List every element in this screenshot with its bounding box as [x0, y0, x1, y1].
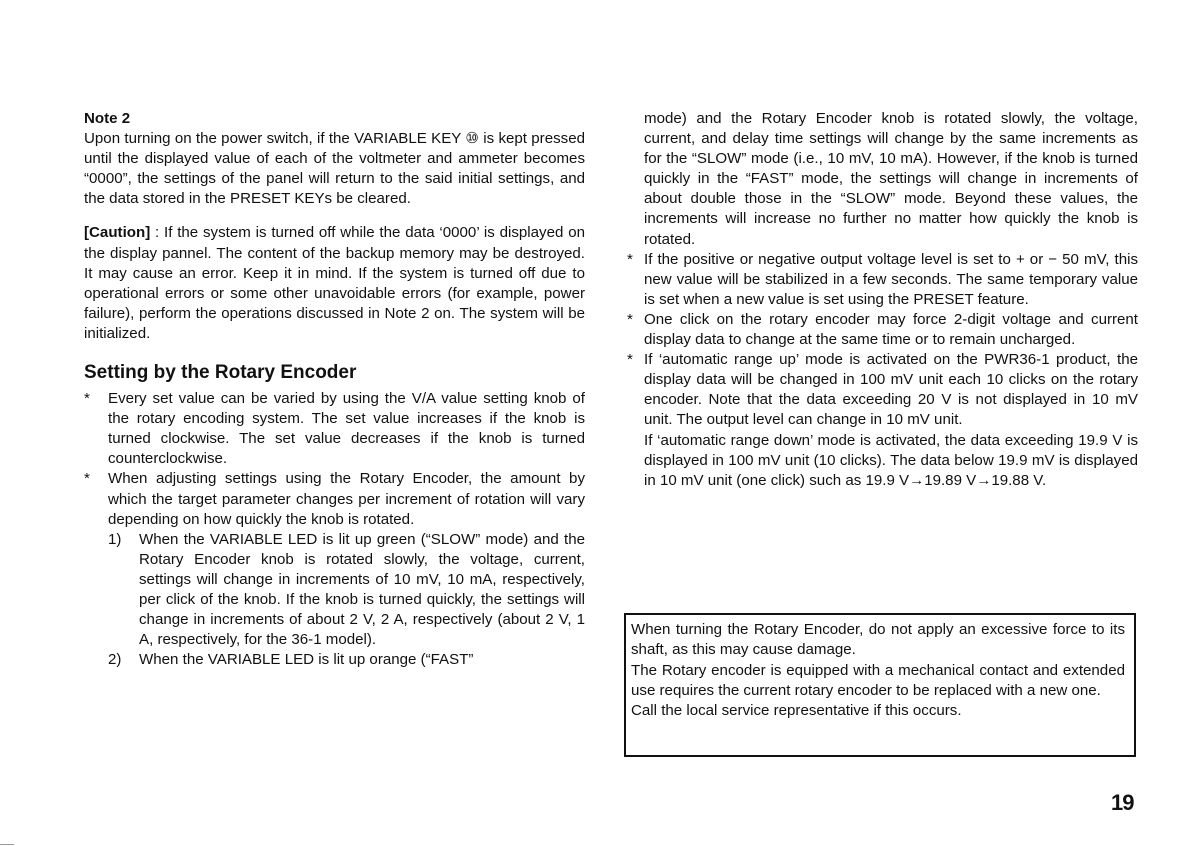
bullet-text: One click on the rotary encoder may force 2-digit voltage and current display data to change at the same time or to remain uncharged. — [644, 310, 1138, 349]
warning-line: Call the local service representative if this occurs. — [631, 702, 962, 720]
bullet-symbol: * — [84, 390, 90, 408]
bullet-symbol: * — [84, 470, 90, 488]
continuation-text: mode) and the Rotary Encoder knob is rotated slowly, the voltage, current, and delay time settings will change by the same increments as for the “SLOW” mode (i.e., 10 mV, 10 mA). However, if the knob is turned quickly in the “FAST” mode, the settings will change in increments of about double those in the “SLOW” mode. Beyond these values, the increments will increase no further no matter how quickly the knob is rotated. — [644, 110, 1138, 248]
bullet-symbol: * — [627, 250, 633, 268]
caution-paragraph — [84, 223, 585, 344]
bullet-item — [84, 389, 585, 469]
item-text: When the VARIABLE LED is lit up orange (“FAST” — [139, 651, 474, 669]
item-text: When the VARIABLE LED is lit up green (“SLOW” mode) and the Rotary Encoder knob is rotated slowly, the voltage, current, settings will change in increments of 10 mV, 10 mA, respectively, per click of the knob. If the knob is turned quickly, the settings will change in increments of about 2 V, 2 A, respectively (about 2 V, 1 A, respectively, for the 36-1 model). — [139, 530, 585, 649]
bullet-symbol: * — [627, 351, 633, 369]
bullet-symbol: * — [627, 310, 633, 328]
section-heading: Setting by the Rotary Encoder — [84, 362, 357, 384]
bullet-text: Every set value can be varied by using the V/A value setting knob of the rotary encoding system. The set value increases if the knob is turned clockwise. The set value decreases if the knob is turned counterclockwise. — [108, 390, 585, 468]
caution-label: [Caution] — [84, 224, 151, 242]
left-column — [84, 109, 585, 670]
warning-line: The Rotary encoder is equipped with a mechanical contact and extended use requires the current rotary encoder to be replaced with a new one. — [631, 661, 1125, 699]
bullet-item — [627, 350, 1138, 430]
numbered-item — [108, 530, 585, 651]
bullet-item — [627, 310, 1138, 350]
note-title: Note 2 — [84, 110, 131, 127]
bullet-text: If the positive or negative output voltage level is set to + or − 50 mV, this new value will be stabilized in a few seconds. The same temporary value is set when a new value is set using the PRESET feature. — [644, 250, 1138, 308]
caution-body: : If the system is turned off while the data ‘0000’ is displayed on the display pannel. The content of the backup memory may be destroyed. It may cause an error. Keep it in mind. If the system is turned off due to operational errors or some other unavoidable errors (for example, power failure), perform the operations discussed in Note 2 on. The system will be initialized. — [84, 224, 585, 342]
bullet-item — [627, 250, 1138, 310]
warning-line: When turning the Rotary Encoder, do not apply an excessive force to its shaft, as this may cause damage. — [631, 621, 1125, 659]
bullet-text: When adjusting settings using the Rotary Encoder, the amount by which the target parameter changes per increment of rotation will vary depending on how quickly the knob is rotated. — [108, 470, 585, 528]
note-body: Upon turning on the power switch, if the VARIABLE KEY ⑩ is kept pressed until the displayed value of each of the voltmeter and ammeter becomes “0000”, the settings of the panel will return to the said initial settings, and the data stored in the PRESET KEYs be cleared. — [84, 130, 585, 208]
range-down-text: If ‘automatic range down’ mode is activated, the data exceeding 19.9 V is displayed in 100 mV unit (10 clicks). The data below 19.9 mV is displayed in 10 mV unit (one click) such as 19.9 V→19.89 V→19.88 V. — [644, 431, 1138, 489]
page-number: 19 — [1111, 790, 1134, 815]
bullet-item — [84, 469, 585, 529]
bullet-text: If ‘automatic range up’ mode is activated on the PWR36-1 product, the display data will be changed in 100 mV unit each 10 clicks on the rotary encoder. Note that the data exceeding 20 V is not displayed in 10 mV unit. The output level can change in 10 mV unit. — [644, 351, 1138, 429]
scan-mark — [0, 844, 14, 845]
item-number: 2) — [108, 651, 122, 669]
numbered-item — [108, 650, 585, 670]
item-number: 1) — [108, 530, 122, 548]
right-column — [627, 109, 1138, 491]
warning-box — [624, 613, 1136, 757]
